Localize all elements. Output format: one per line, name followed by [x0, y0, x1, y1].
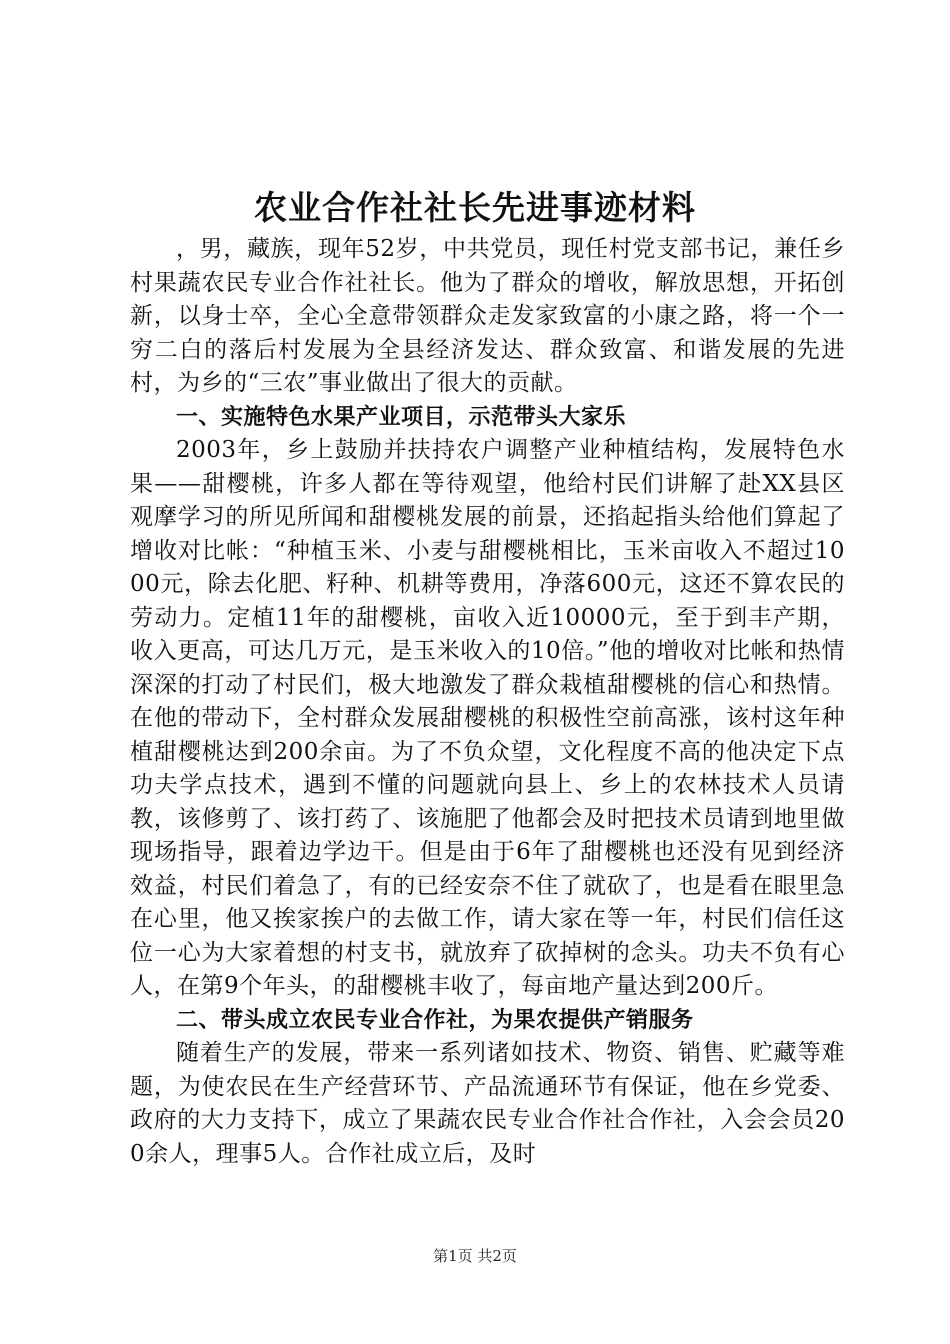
- section-heading-1: 一、实施特色水果产业项目，示范带头大家乐: [176, 404, 627, 430]
- page-footer: 第1页 共2页: [433, 1247, 517, 1265]
- document-title: 农业合作社社长先进事迹材料: [254, 188, 696, 227]
- section-heading-2: 二、带头成立农民专业合作社，为果农提供产销服务: [176, 1007, 694, 1033]
- document-body: [130, 233, 845, 1171]
- intro-paragraph: ，男，藏族，现年52岁，中共党员，现任村党支部书记，兼任乡村果蔬农民专业合作社社长。他为了群众的增收，解放思想，开拓创新，以身士卒，全心全意带领群众走发家致富的小康之路，将一个一穷二白的落后村发展为全县经济发达、群众致富、和谐发展的先进村，为乡的“三农”事业做出了很大的贡献。: [130, 236, 845, 396]
- section-paragraph-2: 随着生产的发展，带来一系列诸如技术、物资、销售、贮藏等难题，为使农民在生产经营环节、产品流通环节有保证，他在乡党委、政府的大力支持下，成立了果蔬农民专业合作社合作社，入会会员200余人，理事5人。合作社成立后，及时: [130, 1040, 845, 1167]
- section-paragraph-1: 2003年，乡上鼓励并扶持农户调整产业种植结构，发展特色水果——甜樱桃，许多人都在等待观望，他给村民们讲解了赴XX县区观摩学习的所见所闻和甜樱桃发展的前景，还掐起指头给他们算起了增收对比帐：“种植玉米、小麦与甜樱桃相比，玉米亩收入不超过1000元，除去化肥、籽种、机耕等费用，净落600元，这还不算农民的劳动力。定植11年的甜樱桃，亩收入近10000元，至于到丰产期，收入更高，可达几万元，是玉米收入的10倍。”他的增收对比帐和热情深深的打动了村民们，极大地激发了群众栽植甜樱桃的信心和热情。在他的带动下，全村群众发展甜樱桃的积极性空前高涨，该村这年种植甜樱桃达到200余亩。为了不负众望，文化程度不高的他决定下点功夫学点技术，遇到不懂的问题就向县上、乡上的农林技术人员请教，该修剪了、该打药了、该施肥了他都会及时把技术员请到地里做现场指导，跟着边学边干。但是由于6年了甜樱桃也还没有见到经济效益，村民们着急了，有的已经安奈不住了就砍了，也是看在眼里急在心里，他又挨家挨户的去做工作，请大家在等一年，村民们信任这位一心为大家着想的村支书，就放弃了砍掉树的念头。功夫不负有心人，在第9个年头，的甜樱桃丰收了，每亩地产量达到200斤。: [130, 437, 845, 999]
